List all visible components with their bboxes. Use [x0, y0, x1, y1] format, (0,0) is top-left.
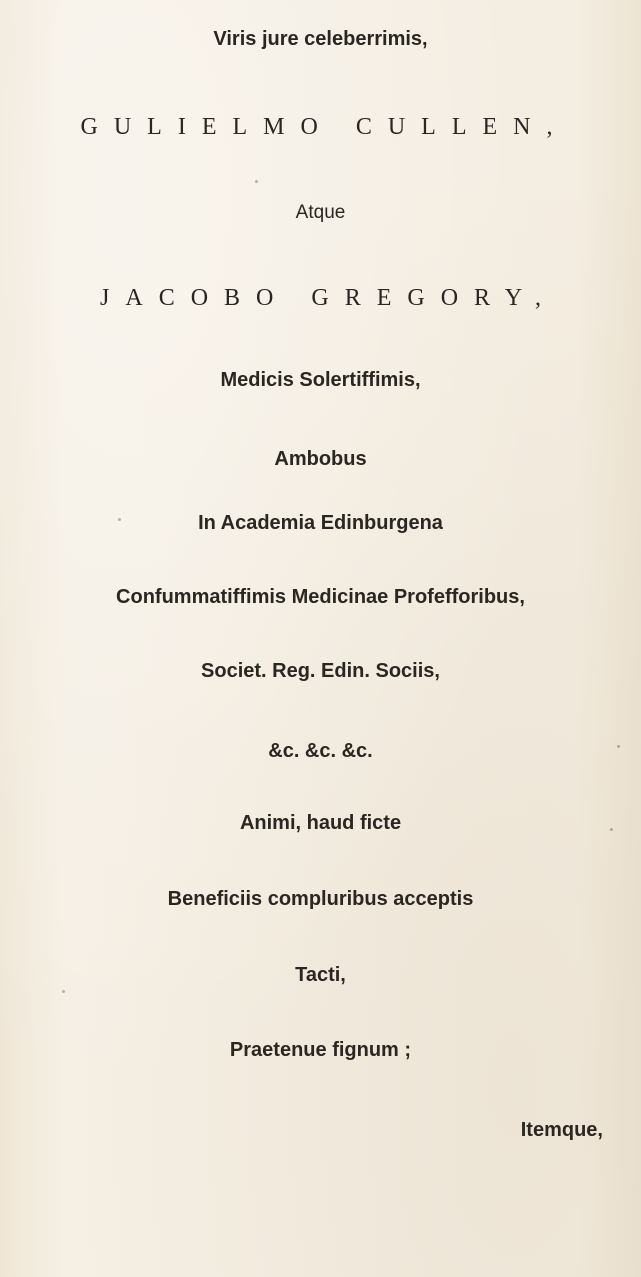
paper-speck: [610, 828, 613, 831]
dedicatee-name-cullen: GULIELMO CULLEN,: [80, 114, 569, 140]
paper-speck: [118, 518, 121, 521]
dedication-line-professoribus: Confummatiffimis Medicinae Profefforibus,: [116, 586, 525, 608]
dedication-line-signum: Praetenue fignum ;: [229, 1039, 412, 1061]
conjunction-atque: Atque: [295, 202, 346, 223]
dedication-opening: Viris jure celeberrimis,: [213, 28, 428, 50]
dedication-line-medicis: Medicis Solertiffimis,: [220, 369, 421, 391]
catchword: Itemque,: [520, 1119, 603, 1141]
dedicatee-name-gregory: JACOBO GREGORY,: [100, 285, 557, 311]
dedication-line-academia: In Academia Edinburgena: [198, 512, 443, 534]
dedication-line-beneficiis: Beneficiis compluribus acceptis: [167, 888, 474, 910]
dedication-line-animi: Animi, haud ficte: [239, 812, 402, 834]
paper-speck: [617, 745, 620, 748]
dedication-line-ambobus: Ambobus: [274, 448, 367, 470]
paper-speck: [255, 180, 258, 183]
dedication-line-tacti: Tacti,: [295, 964, 346, 986]
dedication-line-societ: Societ. Reg. Edin. Sociis,: [201, 660, 440, 682]
dedication-line-etc: &c. &c. &c.: [268, 740, 373, 762]
paper-speck: [62, 990, 65, 993]
